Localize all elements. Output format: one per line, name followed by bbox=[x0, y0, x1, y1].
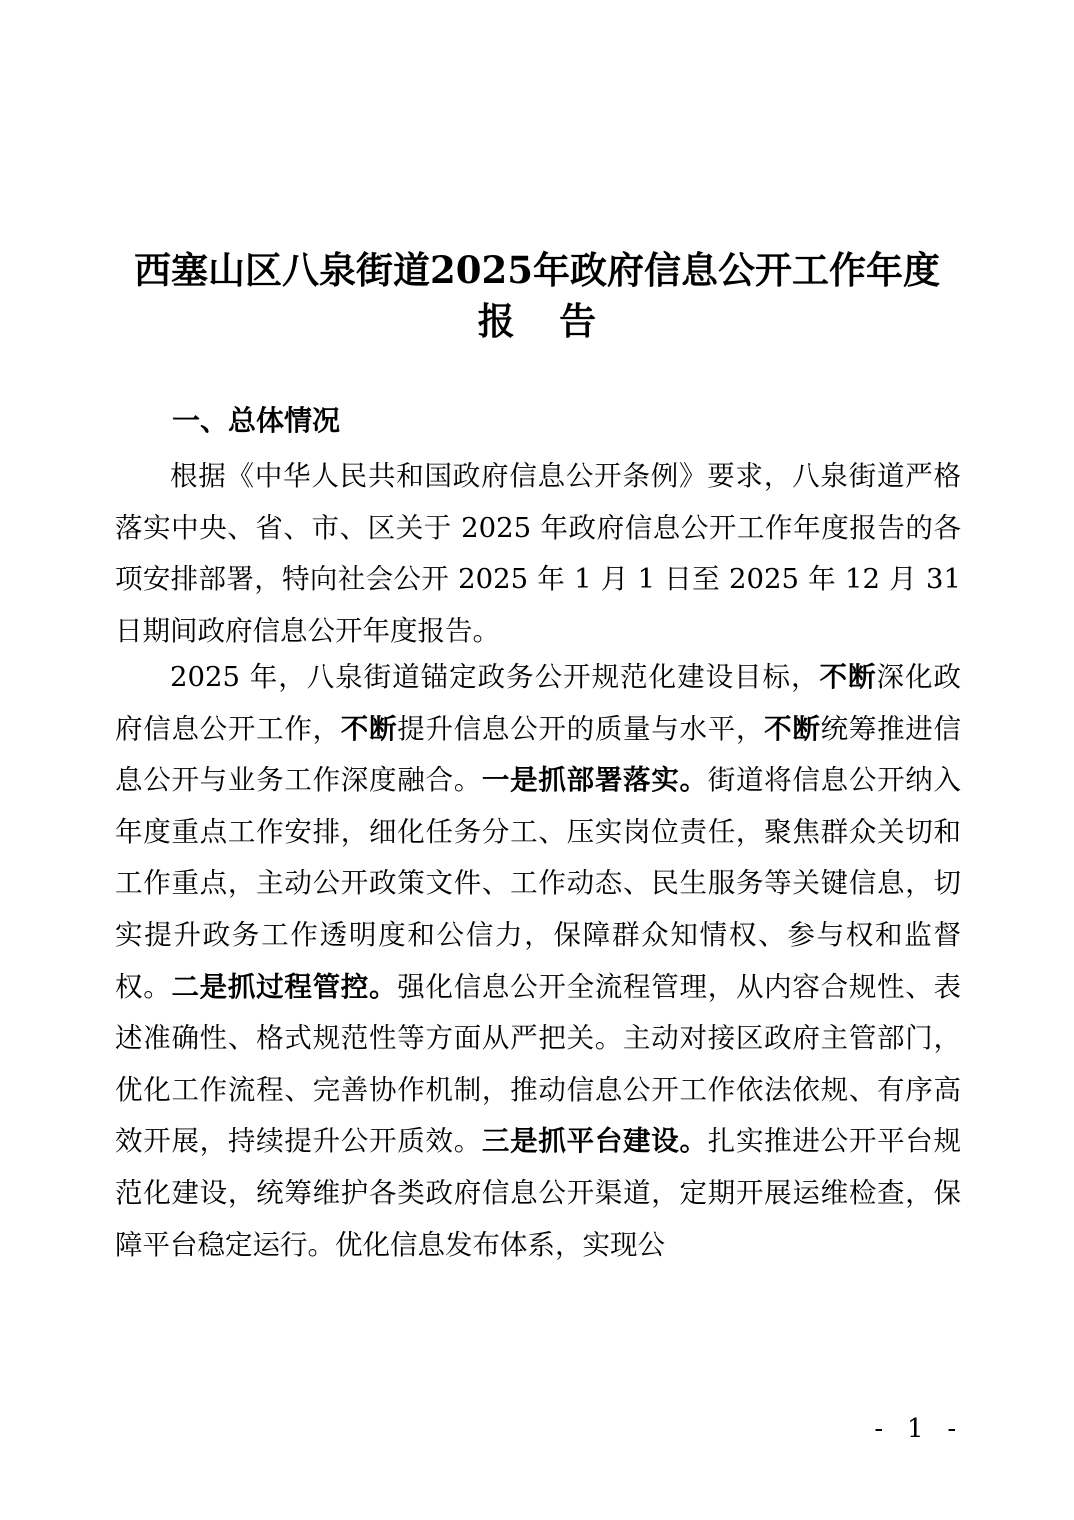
text-segment: 2025 年，八泉街道锚定政务公开规范化建设目标， bbox=[170, 661, 820, 693]
emphasis-text: 不断 bbox=[819, 661, 877, 693]
text-segment: 统筹推进信息公开与业务工作深度融合。 bbox=[115, 712, 962, 797]
page-number: - 1 - bbox=[874, 1414, 964, 1444]
paragraph-overview: 根据《中华人民共和国政府信息公开条例》要求，八泉街道严格落实中央、省、市、区关于 2025 年政府信息公开工作年度报告的各项安排部署，特向社会公开 2025 年 1 月 1 日至 2025 年 12 月 31 日期间政府信息公开年度报告。 bbox=[115, 460, 961, 647]
text-segment: 提升信息公开的质量与水平， bbox=[397, 712, 765, 745]
emphasis-heading-deployment: 一是抓部署落实。 bbox=[481, 764, 708, 797]
emphasis-heading-process-control: 二是抓过程管控。 bbox=[171, 970, 398, 1003]
text-segment: 强化信息公开全流程管理，从内容合规性、表述准确性、格式规范性等方面从严把关。主动对接区政府主管部门，优化工作流程、完善协作机制，推动信息公开工作依法依规、有序高效开展，持续提升公开质效。 bbox=[115, 970, 962, 1158]
document-title-line2: 报告 bbox=[477, 299, 641, 343]
text-segment: 深化政府信息公开工作， bbox=[115, 661, 961, 745]
emphasis-text: 不断 bbox=[764, 712, 821, 745]
paragraph-work-summary bbox=[115, 652, 961, 1271]
text-segment: 扎实推进公开平台规范化建设，统筹维护各类政府信息公开渠道，定期开展运维检查，保障平台稳定运行。优化信息发布体系，实现公 bbox=[115, 1125, 962, 1261]
document-title-line1: 西塞山区八泉街道2025年政府信息公开工作年度 bbox=[134, 248, 940, 292]
section-heading: 一、总体情况 bbox=[172, 404, 341, 437]
emphasis-text: 不断 bbox=[340, 712, 398, 745]
emphasis-heading-platform: 三是抓平台建设。 bbox=[481, 1125, 708, 1158]
text-segment: 街道将信息公开纳入年度重点工作安排，细化任务分工、压实岗位责任，聚焦群众关切和工作重点，主动公开政策文件、工作动态、民生服务等关键信息，切实提升政务工作透明度和公信力，保障群众知情权、参与权和监督权。 bbox=[115, 764, 962, 1003]
